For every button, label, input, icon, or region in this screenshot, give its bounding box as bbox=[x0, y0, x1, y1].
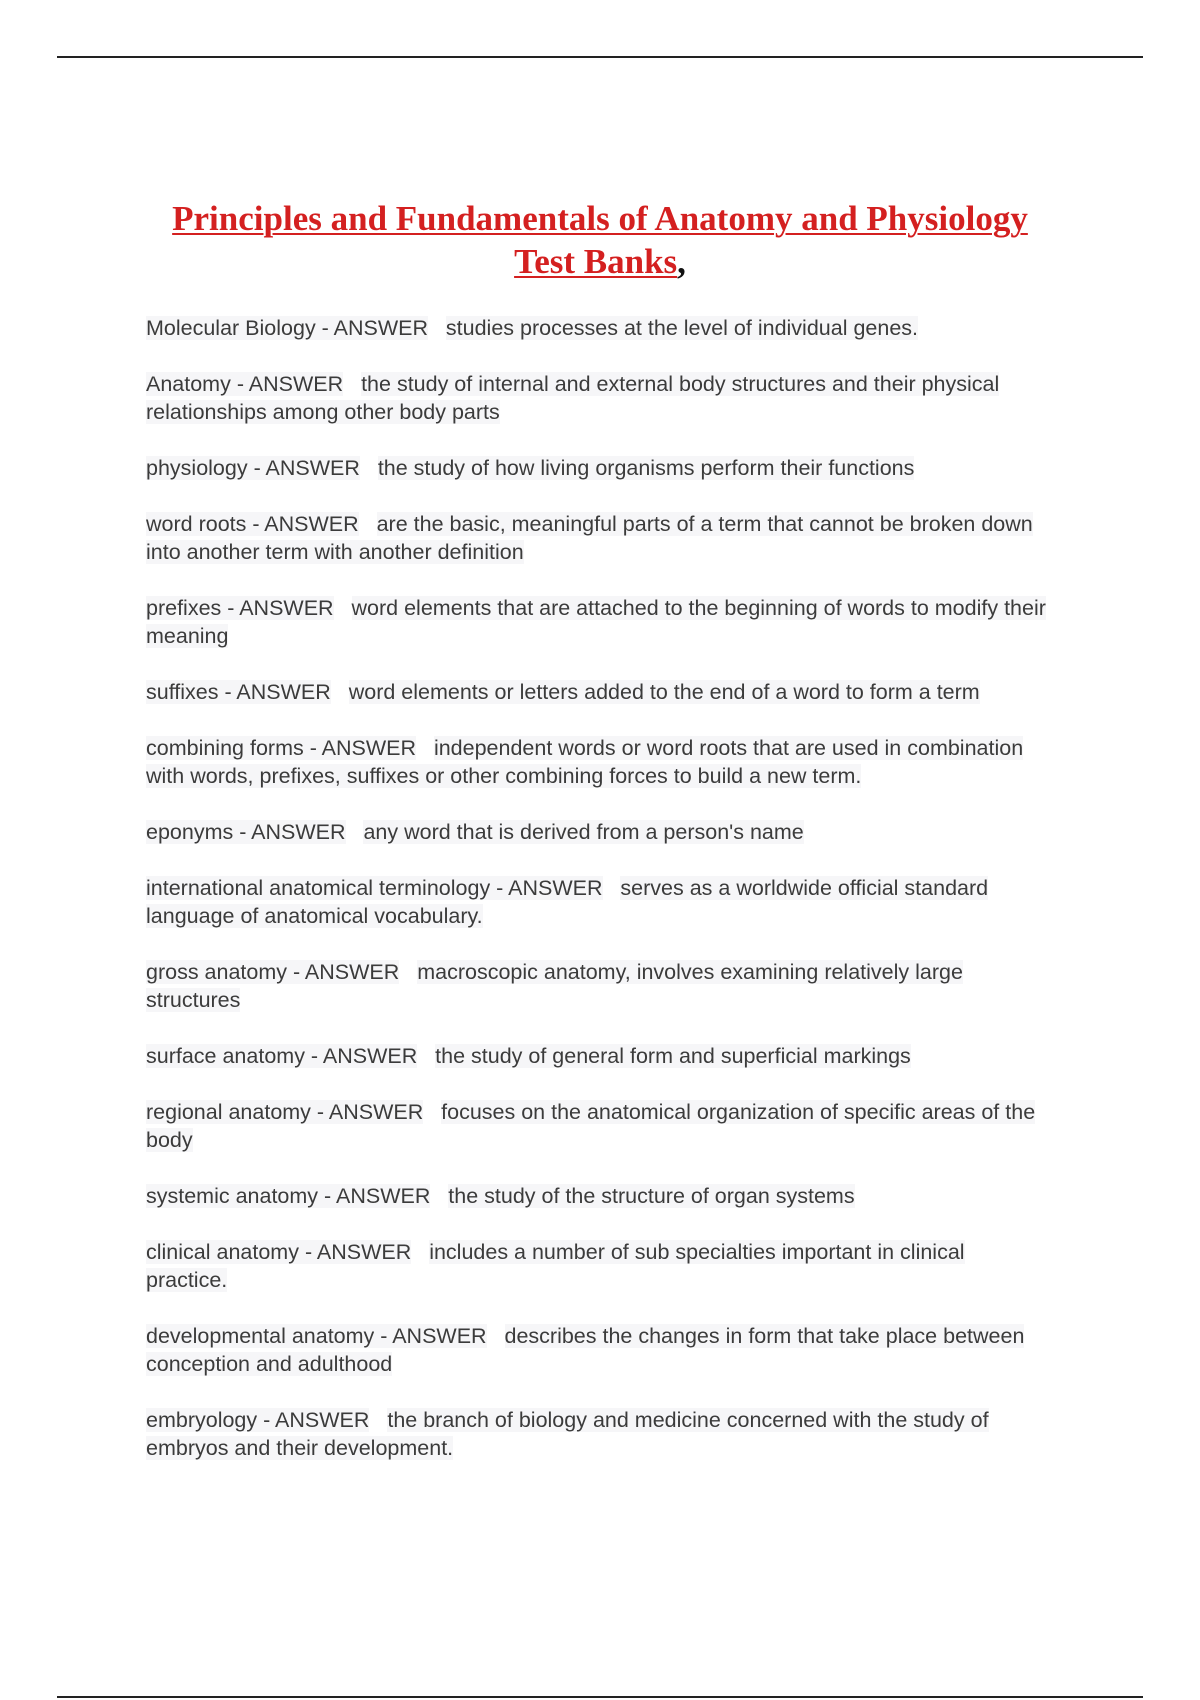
answer-label: - ANSWER bbox=[310, 1100, 424, 1124]
list-item bbox=[146, 818, 1046, 846]
list-item bbox=[146, 1238, 1046, 1294]
entry-definition: studies processes at the level of individual genes. bbox=[445, 316, 919, 340]
answer-label: - ANSWER bbox=[230, 372, 344, 396]
qa-list bbox=[146, 314, 1046, 1490]
entry-term: developmental anatomy bbox=[146, 1324, 375, 1348]
page-title bbox=[150, 197, 1050, 283]
entry-term: clinical anatomy bbox=[146, 1240, 299, 1264]
list-item bbox=[146, 594, 1046, 650]
entry-term: physiology bbox=[146, 456, 248, 480]
entry-definition: word elements that are attached to the beginning of words to modify their meaning bbox=[146, 596, 1046, 648]
answer-label: - ANSWER bbox=[287, 960, 400, 984]
list-item bbox=[146, 1406, 1046, 1462]
entry-definition: serves as a worldwide official standard language of anatomical vocabulary. bbox=[146, 876, 989, 928]
entry-definition: the branch of biology and medicine concerned with the study of embryos and their development. bbox=[146, 1408, 989, 1460]
answer-label: - ANSWER bbox=[247, 456, 360, 480]
entry-term: suffixes bbox=[146, 680, 219, 704]
entry-term: regional anatomy bbox=[146, 1100, 311, 1124]
title-suffix: , bbox=[677, 242, 686, 282]
entry-definition: macroscopic anatomy, involves examining relatively large structures bbox=[146, 960, 963, 1012]
title-link[interactable]: Principles and Fundamentals of Anatomy and Physiology Test Banks bbox=[172, 199, 1028, 282]
entry-term: embryology bbox=[146, 1408, 258, 1432]
entry-term: combining forms bbox=[146, 736, 304, 760]
entry-definition: any word that is derived from a person's name bbox=[363, 820, 804, 844]
answer-label: - ANSWER bbox=[233, 820, 346, 844]
entry-term: Molecular Biology bbox=[146, 316, 316, 340]
entry-term: international anatomical terminology bbox=[146, 876, 491, 900]
entry-definition: the study of the structure of organ systems bbox=[448, 1184, 855, 1208]
list-item bbox=[146, 1042, 1046, 1070]
list-item bbox=[146, 1182, 1046, 1210]
answer-label: - ANSWER bbox=[257, 1408, 370, 1432]
answer-label: - ANSWER bbox=[246, 512, 359, 536]
entry-term: prefixes bbox=[146, 596, 222, 620]
entry-term: gross anatomy bbox=[146, 960, 288, 984]
answer-label: - ANSWER bbox=[374, 1324, 487, 1348]
answer-label: - ANSWER bbox=[304, 1044, 418, 1068]
answer-label: - ANSWER bbox=[315, 316, 428, 340]
entry-term: Anatomy bbox=[146, 372, 231, 396]
entry-definition: the study of internal and external body structures and their physical relationships among other body parts bbox=[146, 372, 1000, 424]
entry-definition: focuses on the anatomical organization of specific areas of the body bbox=[146, 1100, 1036, 1152]
entry-term: eponyms bbox=[146, 820, 234, 844]
entry-definition: are the basic, meaningful parts of a term that cannot be broken down into another term with another definition bbox=[146, 512, 1033, 564]
answer-label: - ANSWER bbox=[318, 1184, 431, 1208]
list-item bbox=[146, 874, 1046, 930]
answer-label: - ANSWER bbox=[221, 596, 334, 620]
list-item bbox=[146, 1098, 1046, 1154]
entry-definition: describes the changes in form that take place between conception and adulthood bbox=[146, 1324, 1025, 1376]
answer-label: - ANSWER bbox=[298, 1240, 412, 1264]
entry-term: word roots bbox=[146, 512, 247, 536]
list-item bbox=[146, 678, 1046, 706]
list-item bbox=[146, 314, 1046, 342]
list-item bbox=[146, 734, 1046, 790]
entry-definition: includes a number of sub specialties important in clinical practice. bbox=[146, 1240, 965, 1292]
list-item bbox=[146, 454, 1046, 482]
bottom-rule bbox=[57, 1696, 1143, 1698]
answer-label: - ANSWER bbox=[303, 736, 417, 760]
entry-term: systemic anatomy bbox=[146, 1184, 319, 1208]
entry-definition: the study of general form and superficial markings bbox=[435, 1044, 911, 1068]
list-item bbox=[146, 370, 1046, 426]
entry-definition: the study of how living organisms perform their functions bbox=[377, 456, 915, 480]
entry-term: surface anatomy bbox=[146, 1044, 305, 1068]
list-item bbox=[146, 1322, 1046, 1378]
top-rule bbox=[57, 56, 1143, 58]
list-item bbox=[146, 958, 1046, 1014]
answer-label: - ANSWER bbox=[490, 876, 603, 900]
entry-definition: independent words or word roots that are used in combination with words, prefixes, suffixes or other combining forces to build a new term. bbox=[146, 736, 1024, 788]
list-item bbox=[146, 510, 1046, 566]
entry-definition: word elements or letters added to the end of a word to form a term bbox=[348, 680, 980, 704]
answer-label: - ANSWER bbox=[218, 680, 331, 704]
